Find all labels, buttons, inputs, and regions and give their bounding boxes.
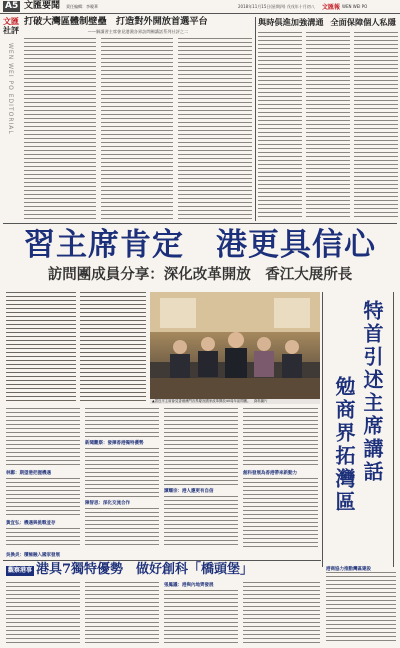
section-title: 文匯要聞 <box>24 1 61 11</box>
editorial-left-col2 <box>101 38 173 220</box>
bottom-note: 港商協力推動灣區建設 <box>326 567 371 572</box>
editorial-bottom-rule <box>3 223 397 224</box>
editorial-divider <box>255 17 256 221</box>
side-label-line1: 文匯 <box>3 16 19 26</box>
editorial-left-subtitle: ——解讀習主席會見港澳各界訪問團講話系列社評之二 <box>87 29 189 34</box>
editorial-left-col1 <box>24 38 96 220</box>
editorial-left-col3 <box>178 38 252 220</box>
vertical-headline-line1: 特首引述主席講話 <box>360 300 384 484</box>
vertical-headline-line2: 勉商界拓灣區 <box>332 376 356 514</box>
sub-headline: 訪問團成員分享：深化改革開放 香江大展所長 <box>47 266 353 283</box>
body-col2b <box>85 448 159 498</box>
editorial-right-title1: 與時俱進加強溝通 <box>258 17 324 27</box>
masthead <box>0 0 400 14</box>
subhead-a: 林鄭：期望港把握機遇 <box>6 471 51 476</box>
main-headline: 習主席肯定 港更具信心 <box>24 227 376 263</box>
body-col3b <box>164 496 238 548</box>
subhead-f: 譚耀宗：港人應更有自信 <box>164 489 214 494</box>
bottom-col4 <box>243 582 320 646</box>
body-col4 <box>243 408 318 468</box>
photo-caption: ▲習近平主席會見香港澳門各界慶祝國家改革開放40周年訪問團。 資料圖片 <box>150 399 320 404</box>
vertical-headline <box>322 292 394 567</box>
editorial-right-col1 <box>258 32 302 220</box>
lead-col1 <box>6 292 76 404</box>
date-line: 2018年11月15日(星期四) 戊戌年十月初八 <box>238 4 315 9</box>
side-label-line2: 社評 <box>3 25 19 35</box>
editorial-right-col2 <box>306 32 350 220</box>
bottom-col1 <box>6 582 80 646</box>
subhead-c: 吳換炎：積極融入國家發展 <box>6 553 60 558</box>
paper-en: WEN WEI PO <box>342 4 368 9</box>
bottom-subhead: 張鳳議：港與內地齊發展 <box>164 583 214 588</box>
editorial-right-title2: 全面保障個人私隱 <box>330 17 396 27</box>
subhead-b: 黃宜弘：機遇與挑戰並存 <box>6 521 56 526</box>
body-col1b <box>6 478 80 518</box>
bottom-col3 <box>164 590 238 646</box>
side-label-vertical: WEN WEI PO EDITORIAL <box>7 43 14 135</box>
editor-line: 責任編輯：李曉華 <box>66 4 98 9</box>
editorial-right-title <box>258 16 398 28</box>
body-col4b <box>243 478 318 548</box>
body-col3 <box>164 408 238 486</box>
body-col1 <box>6 408 80 468</box>
bottom-col2 <box>85 582 159 646</box>
editorial-right-col3 <box>354 32 398 220</box>
subhead-g: 創科發展為香港帶來新動力 <box>243 471 297 476</box>
editorial-left <box>24 16 252 221</box>
body-col2c <box>85 508 159 548</box>
editorial-left-title: 打破大灣區體制壁壘 打造對外開放首選平台 <box>24 16 208 27</box>
page-number: A5 <box>5 1 19 11</box>
editorial-right <box>258 16 398 221</box>
lead-col2 <box>80 292 146 404</box>
bottom-logo: 觀察港事 <box>8 567 33 574</box>
right-col-a <box>326 572 396 644</box>
editorial-side-label <box>3 17 21 222</box>
body-col1c <box>6 528 80 548</box>
paper-name: 文匯報 <box>322 4 341 11</box>
body-col2 <box>85 408 159 438</box>
subhead-e: 陳智思：深化交流合作 <box>85 501 130 506</box>
meeting-photo <box>150 292 320 404</box>
bottom-article <box>6 582 322 646</box>
photo-illustration <box>150 292 320 404</box>
bottom-top-rule <box>3 560 321 561</box>
bottom-headline: 港具7獨特優勢 做好創科「橋頭堡」 <box>36 562 254 577</box>
article-body <box>6 408 318 548</box>
subhead-d: 新聞觀察：發揮香港獨特優勢 <box>85 441 144 446</box>
